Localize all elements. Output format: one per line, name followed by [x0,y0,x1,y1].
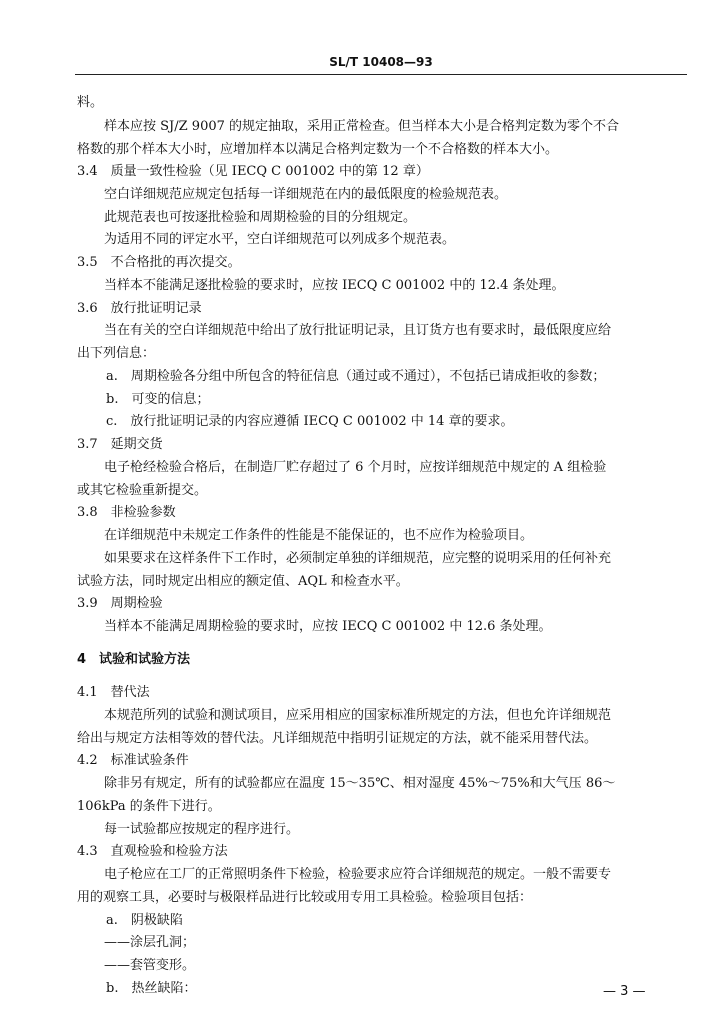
text-line: 每一试验都应按规定的程序进行。 [104,822,300,837]
text-line: 为适用不同的评定水平，空白详细规范可以列成多个规范表。 [104,232,456,247]
clause-heading: 4.1 替代法 [77,685,150,700]
text-line: 106kPa 的条件下进行。 [77,799,221,814]
text-line: 电子枪应在工厂的正常照明条件下检验，检验要求应符合详细规范的规定。一般不需要专 [104,867,612,882]
list-item: c. 放行批证明记录的内容应遵循 IECQ C 001002 中 14 章的要求。 [106,414,514,429]
text-line: 或其它检验重新提交。 [77,483,208,498]
text-line: 在详细规范中未规定工作条件的性能是不能保证的，也不应作为检验项目。 [104,528,534,543]
clause-heading: 4.2 标准试验条件 [77,753,189,768]
list-item: b. 可变的信息； [106,392,210,407]
clause-heading: 3.6 放行批证明记录 [77,301,202,316]
text-line: 空白详细规范应规定包括每一详细规范在内的最低限度的检验规范表。 [104,187,508,202]
text-line: 当在有关的空白详细规范中给出了放行批证明记录，且订货方也有要求时，最低限度应给 [104,323,612,338]
text-line: 本规范所列的试验和测试项目，应采用相应的国家标准所规定的方法，但也允许详细规范 [104,708,612,723]
text-line: 出下列信息： [77,346,156,361]
text-line: 料。 [77,95,104,110]
list-item: b. 热丝缺陷： [106,981,197,996]
text-line: 电子枪经检验合格后，在制造厂贮存超过了 6 个月时，应按详细规范中规定的 A 组检验 [104,460,607,475]
standard-code-header: SL/T 10408—93 [329,55,433,69]
clause-heading: 3.5 不合格批的再次提交。 [77,255,241,270]
list-item: ——套管变形。 [104,958,196,973]
clause-heading: 3.4 质量一致性检验（见 IECQ C 001002 中的第 12 章） [77,164,429,179]
text-line: 试验方法，同时规定出相应的额定值、AQL 和检查水平。 [77,574,409,589]
text-line: 除非另有规定，所有的试验都应在温度 15～35℃、相对湿度 45%～75%和大气压 86～ [104,776,616,791]
header-rule [75,74,687,75]
text-line: 样本应按 SJ/Z 9007 的规定抽取，采用正常检查。但当样本大小是合格判定数为零个不合 [104,119,620,134]
clause-heading: 3.7 延期交货 [77,437,163,452]
text-line: 给出与规定方法相等效的替代法。凡详细规范中指明引证规定的方法，就不能采用替代法。 [77,731,598,746]
text-line: 用的观察工具，必要时与极限样品进行比较或用专用工具检验。检验项目包括： [77,890,533,905]
text-line: 如果要求在这样条件下工作时，必须制定单独的详细规范，应完整的说明采用的任何补充 [104,551,612,566]
list-item: a. 周期检验各分组中所包含的特征信息（通过或不通过），不包括已请成拒收的参数； [106,369,606,384]
list-item: ——涂层孔洞； [104,935,196,950]
section-heading: 4 试验和试验方法 [77,652,191,667]
text-line: 当样本不能满足逐批检验的要求时，应按 IECQ C 001002 中的 12.4 条处理。 [104,278,565,293]
page-number: — 3 — [603,984,646,999]
clause-heading: 3.8 非检验参数 [77,505,176,520]
list-item: a. 阴极缺陷 [106,913,183,928]
text-line: 此规范表也可按逐批检验和周期检验的目的分组规定。 [104,210,417,225]
text-line: 格数的那个样本大小时，应增加样本以满足合格判定数为一个不合格数的样本大小。 [77,142,559,157]
clause-heading: 3.9 周期检验 [77,596,163,611]
clause-heading: 4.3 直观检验和检验方法 [77,844,228,859]
text-line: 当样本不能满足周期检验的要求时，应按 IECQ C 001002 中 12.6 条处理。 [104,619,552,634]
